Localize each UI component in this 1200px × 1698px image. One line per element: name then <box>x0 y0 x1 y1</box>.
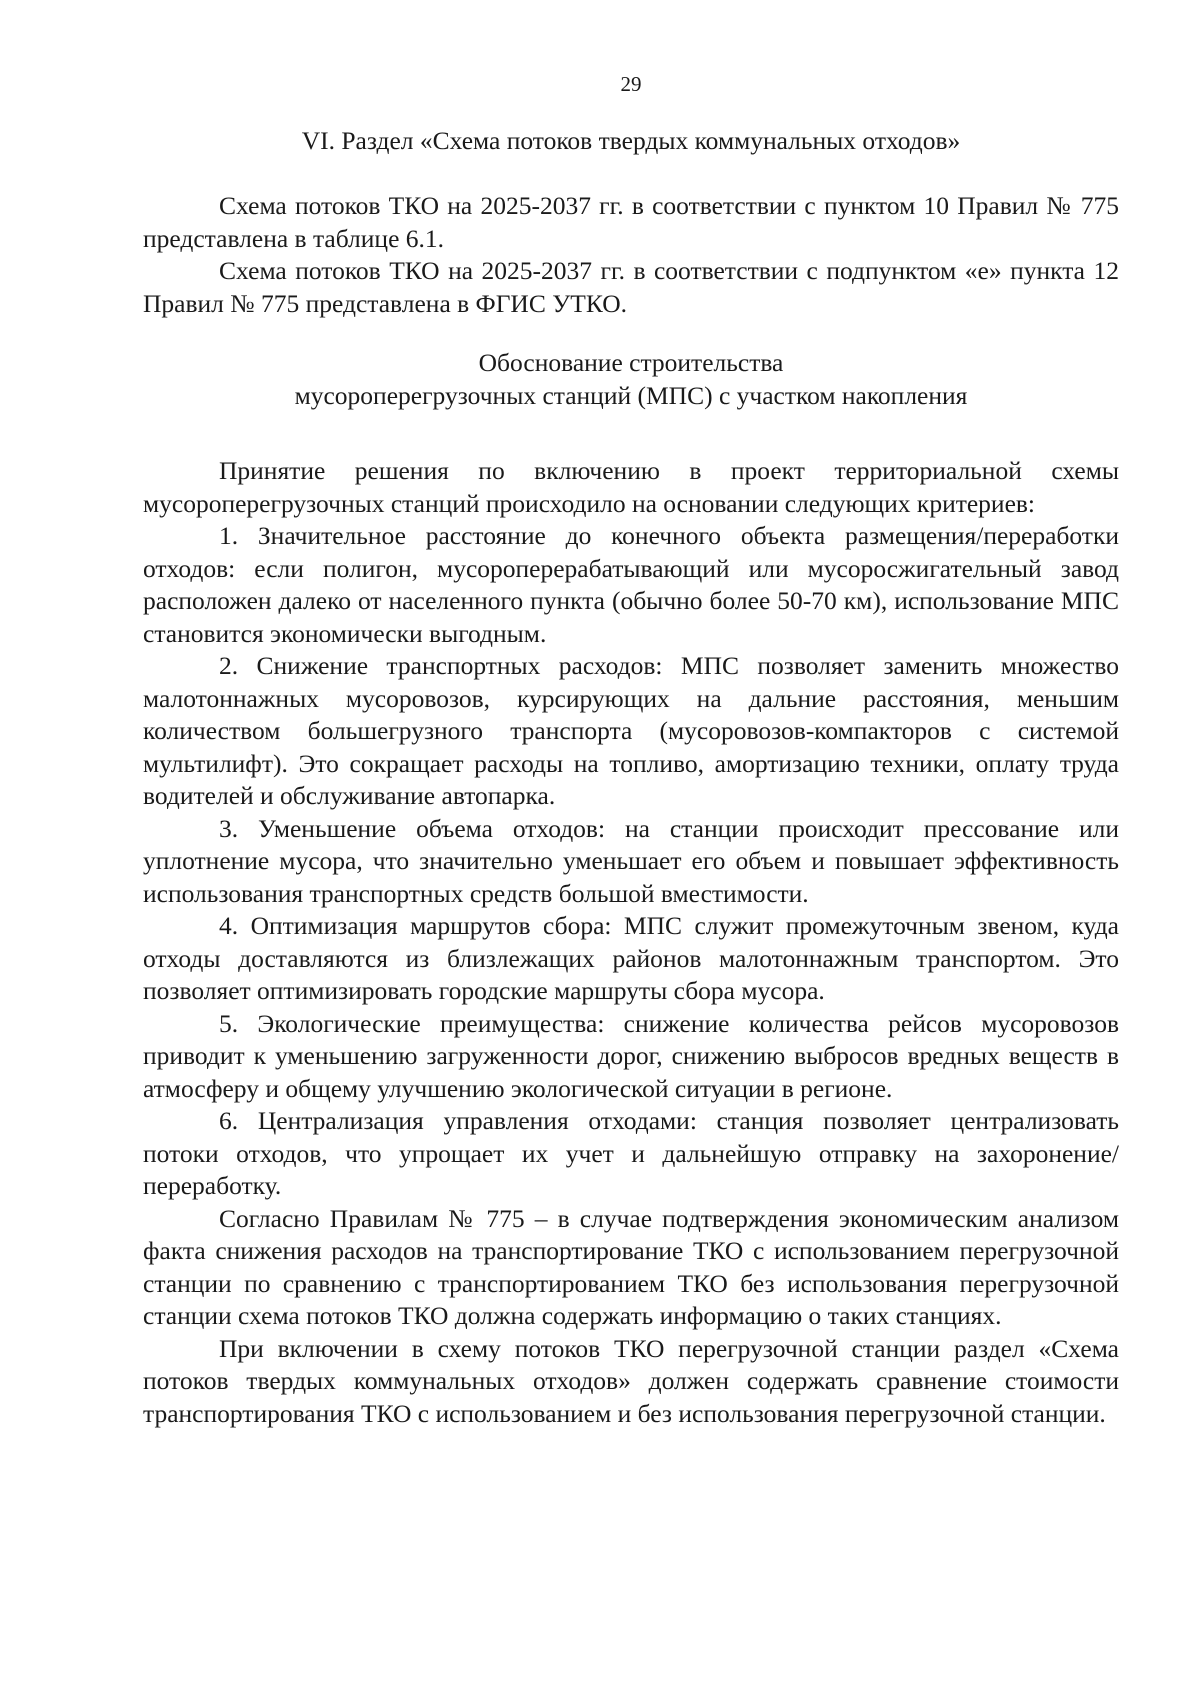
subheading <box>143 347 1119 412</box>
intro-block <box>143 190 1119 320</box>
subheading-line: мусороперегрузочных станций (МПС) с участком накопления <box>294 380 968 410</box>
page-number: 29 <box>620 72 642 96</box>
criterion-item: 4. Оптимизация маршрутов сбора: МПС служит промежуточным звеном, куда отходы доставляются из близлежащих районов малотоннажным транспортом. Это позволяет оптимизировать городские маршруты сбора мусора. <box>143 911 1119 1005</box>
intro-paragraph: Схема потоков ТКО на 2025-2037 гг. в соответствии с пунктом 10 Правил № 775 представлена в таблице 6.1. <box>143 191 1119 253</box>
criteria-block <box>143 455 1119 1430</box>
criterion-item: 5. Экологические преимущества: снижение количества рейсов мусоровозов приводит к уменьшению загруженности дорог, снижению выбросов вредных веществ в атмосферу и общему улучшению экологической ситуации в регионе. <box>143 1008 1119 1103</box>
body-paragraph: Принятие решения по включению в проект территориальной схемы мусороперегрузочных станций происходило на основании следующих критериев: <box>143 456 1119 518</box>
criterion-item: 1. Значительное расстояние до конечного объекта размещения/переработки отходов: если полигон, мусороперерабатывающий или мусоросжигательный завод расположен далеко от населенного пункта (обычно более 50-70 км), использование МПС становится экономически выгодным. <box>143 521 1119 648</box>
criterion-item: 3. Уменьшение объема отходов: на станции происходит прессование или уплотнение мусора, что значительно уменьшает его объем и повышает эффективность использования транспортных средств большой вместимости. <box>143 813 1119 908</box>
criterion-item: 2. Снижение транспортных расходов: МПС позволяет заменить множество малотоннажных мусоровозов, курсирующих на дальние расстояния, меньшим количеством большегрузного транспорта (мусоровозов-компакторов с системой мультилифт). Это сокращает расходы на топливо, амортизацию техники, оплату труда водителей и обслуживание автопарка. <box>143 651 1119 810</box>
body-paragraph: Согласно Правилам № 775 – в случае подтверждения экономическим анализом факта снижения расходов на транспортирование ТКО с использованием перегрузочной станции по сравнению с транспортированием ТКО без использования перегрузочной станции схема потоков ТКО должна содержать информацию о таких станциях. <box>143 1203 1119 1330</box>
section-title: VI. Раздел «Схема потоков твердых коммунальных отходов» <box>301 126 961 155</box>
intro-paragraph: Схема потоков ТКО на 2025-2037 гг. в соответствии с подпунктом «е» пункта 12 Правил № 775 представлена в ФГИС УТКО. <box>143 256 1119 318</box>
criterion-item: 6. Централизация управления отходами: станция позволяет централизовать потоки отходов, что упрощает их учет и дальнейшую отправку на захоронение/переработку. <box>143 1106 1119 1200</box>
subheading-line: Обоснование строительства <box>478 348 784 377</box>
body-paragraph: При включении в схему потоков ТКО перегрузочной станции раздел «Схема потоков твердых коммунальных отходов» должен содержать сравнение стоимости транспортирования ТКО с использованием и без использования перегрузочной станции. <box>143 1333 1119 1428</box>
